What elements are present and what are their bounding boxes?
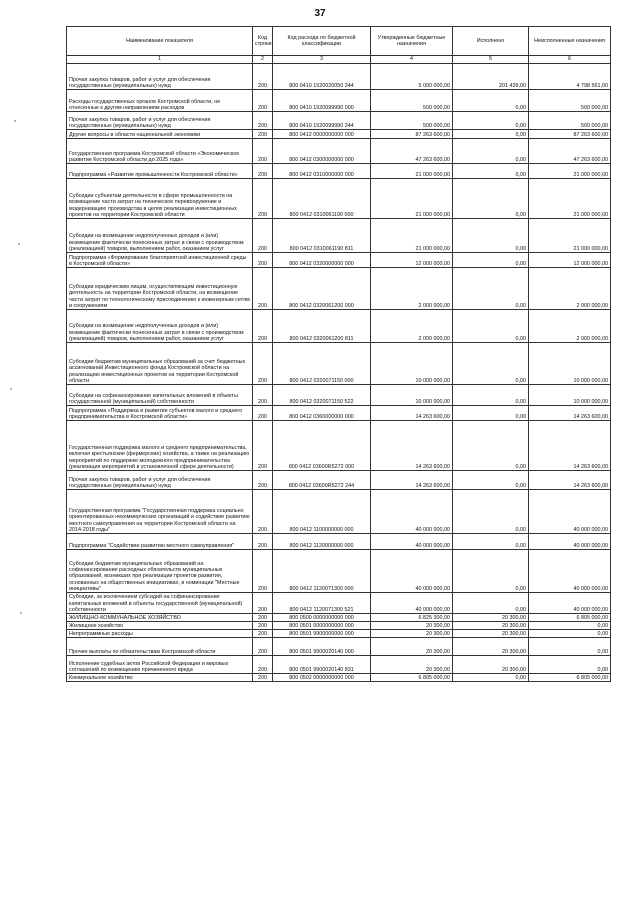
scan-speck xyxy=(14,120,16,122)
row-budget-class-code: 800 0412 1120071300 000 xyxy=(273,550,371,593)
table-row xyxy=(67,656,611,674)
row-name: Субсидии бюджетам муниципальных образований за счет бюджетных ассигнований Инвестиционного фонда Костромской области на реализацию инвестиционных проектов на территории Костромской области xyxy=(67,343,253,385)
row-approved-amount: 6 825 300,00 xyxy=(371,614,453,622)
row-name: Субсидии на софинансирование капитальных вложений в объекты государственной (муниципальной) собственности xyxy=(67,385,253,406)
row-line-code: 200 xyxy=(253,471,273,490)
row-remaining-amount: 2 000 000,00 xyxy=(529,310,611,343)
row-line-code: 200 xyxy=(253,614,273,622)
row-name: Подпрограмма «Развитие промышленности Костромской области» xyxy=(67,164,253,179)
row-name: Субсидии юридическим лицам, осуществляющим инвестиционную деятельность на территории Костромской области, на возмещение части затрат по технологическому присоединению к инженерным сетям и сооружениям xyxy=(67,268,253,310)
row-name: ЖИЛИЩНО-КОММУНАЛЬНОЕ ХОЗЯЙСТВО xyxy=(67,614,253,622)
row-approved-amount: 2 000 000,00 xyxy=(371,310,453,343)
row-approved-amount: 10 000 000,00 xyxy=(371,343,453,385)
table-row xyxy=(67,534,611,550)
row-approved-amount: 47 263 600,00 xyxy=(371,139,453,164)
row-budget-class-code: 800 0412 0300000000 000 xyxy=(273,139,371,164)
row-remaining-amount: 14 263 600,00 xyxy=(529,471,611,490)
table-row xyxy=(67,550,611,593)
table-row xyxy=(67,139,611,164)
row-budget-class-code: 800 0412 0320061200 000 xyxy=(273,268,371,310)
row-name: Прочая закупка товаров, работ и услуг для обеспечения государственных (муниципальных) нужд xyxy=(67,471,253,490)
table-row xyxy=(67,268,611,310)
row-approved-amount: 40 000 000,00 xyxy=(371,534,453,550)
row-line-code: 200 xyxy=(253,310,273,343)
row-budget-class-code: 800 0412 1120071300 521 xyxy=(273,593,371,614)
row-remaining-amount: 40 000 000,00 xyxy=(529,550,611,593)
row-remaining-amount: 500 000,00 xyxy=(529,90,611,112)
row-budget-class-code: 800 0412 1100000000 000 xyxy=(273,490,371,534)
row-approved-amount: 21 000 000,00 xyxy=(371,219,453,253)
row-budget-class-code: 800 0412 0320071150 522 xyxy=(273,385,371,406)
row-line-code: 200 xyxy=(253,674,273,682)
table-header-row xyxy=(67,27,611,56)
row-name: Субсидии бюджетам муниципальных образований на софинансирование расходных обязательств муниципальных образований, возникших при реализации проектов развития, основанных на общественных инициативах, в номинации "Местные инициативы" xyxy=(67,550,253,593)
row-executed-amount: 0,00 xyxy=(453,593,529,614)
row-line-code: 200 xyxy=(253,179,273,219)
row-remaining-amount: 2 000 000,00 xyxy=(529,268,611,310)
row-executed-amount: 0,00 xyxy=(453,421,529,471)
row-line-code: 200 xyxy=(253,164,273,179)
row-remaining-amount: 4 798 561,00 xyxy=(529,64,611,90)
row-executed-amount: 20 300,00 xyxy=(453,622,529,630)
row-remaining-amount: 40 000 000,00 xyxy=(529,593,611,614)
row-executed-amount: 20 300,00 xyxy=(453,638,529,656)
row-name: Подпрограмма «Поддержка и развитие субъектов малого и среднего предпринимательства в Костромской области» xyxy=(67,406,253,421)
row-executed-amount: 20 300,00 xyxy=(453,630,529,638)
row-executed-amount: 0,00 xyxy=(453,179,529,219)
row-name: Непрограммные расходы xyxy=(67,630,253,638)
row-line-code: 200 xyxy=(253,219,273,253)
row-line-code: 200 xyxy=(253,139,273,164)
row-budget-class-code: 800 0412 0320061200 811 xyxy=(273,310,371,343)
header-line-code: Код строки xyxy=(253,27,273,56)
table-row xyxy=(67,310,611,343)
row-approved-amount: 40 000 000,00 xyxy=(371,490,453,534)
column-number: 6 xyxy=(529,56,611,64)
row-approved-amount: 21 000 000,00 xyxy=(371,179,453,219)
header-remaining: Неисполненные назначения xyxy=(529,27,611,56)
column-number: 1 xyxy=(67,56,253,64)
column-number: 2 xyxy=(253,56,273,64)
row-approved-amount: 40 000 000,00 xyxy=(371,593,453,614)
row-line-code: 200 xyxy=(253,534,273,550)
row-approved-amount: 6 805 000,00 xyxy=(371,674,453,682)
row-executed-amount: 0,00 xyxy=(453,550,529,593)
row-approved-amount: 87 263 600,00 xyxy=(371,130,453,139)
table-row xyxy=(67,164,611,179)
table-row xyxy=(67,385,611,406)
row-budget-class-code: 800 0410 1920099990 244 xyxy=(273,112,371,130)
table-row xyxy=(67,64,611,90)
row-remaining-amount: 21 000 000,00 xyxy=(529,219,611,253)
table-row xyxy=(67,471,611,490)
row-name: Прочая закупка товаров, работ и услуг для обеспечения государственных (муниципальных) нужд xyxy=(67,64,253,90)
row-remaining-amount: 0,00 xyxy=(529,622,611,630)
scan-speck xyxy=(20,612,22,614)
table-row xyxy=(67,219,611,253)
row-executed-amount: 0,00 xyxy=(453,164,529,179)
row-budget-class-code: 800 0412 0310061190 000 xyxy=(273,179,371,219)
row-remaining-amount: 40 000 000,00 xyxy=(529,490,611,534)
header-approved: Утвержденные бюджетные назначения xyxy=(371,27,453,56)
row-line-code: 200 xyxy=(253,112,273,130)
row-executed-amount: 201 439,00 xyxy=(453,64,529,90)
row-budget-class-code: 800 0501 9900020140 000 xyxy=(273,638,371,656)
header-executed: Исполнено xyxy=(453,27,529,56)
row-remaining-amount: 6 805 000,00 xyxy=(529,674,611,682)
row-budget-class-code: 800 0410 1920020050 244 xyxy=(273,64,371,90)
row-line-code: 200 xyxy=(253,130,273,139)
row-line-code: 200 xyxy=(253,630,273,638)
row-executed-amount: 0,00 xyxy=(453,268,529,310)
page-number: 37 xyxy=(314,8,326,19)
row-remaining-amount: 87 263 600,00 xyxy=(529,130,611,139)
row-budget-class-code: 800 0412 0000000000 000 xyxy=(273,130,371,139)
header-budget-class-code: Код расхода по бюджетной классификации xyxy=(273,27,371,56)
row-approved-amount: 2 000 000,00 xyxy=(371,268,453,310)
row-approved-amount: 12 000 000,00 xyxy=(371,253,453,268)
row-name: Государственная поддержка малого и среднего предпринимательства, включая крестьянские (фермерские) хозяйства, а также на реализацию мероприятий по поддержке молодежного предпринимательства (реализация мероприятий в установленной сфере деятельности) xyxy=(67,421,253,471)
row-executed-amount: 0,00 xyxy=(453,139,529,164)
row-line-code: 200 xyxy=(253,656,273,674)
row-executed-amount: 0,00 xyxy=(453,674,529,682)
row-remaining-amount: 47 263 600,00 xyxy=(529,139,611,164)
row-remaining-amount: 14 263 600,00 xyxy=(529,406,611,421)
row-remaining-amount: 500 000,00 xyxy=(529,112,611,130)
row-budget-class-code: 800 0501 0000000000 000 xyxy=(273,622,371,630)
row-executed-amount: 20 300,00 xyxy=(453,656,529,674)
row-remaining-amount: 12 000 000,00 xyxy=(529,253,611,268)
row-name: Коммунальное хозяйство xyxy=(67,674,253,682)
row-line-code: 200 xyxy=(253,550,273,593)
table-row xyxy=(67,614,611,622)
row-name: Прочие выплаты по обязательствам Костромской области xyxy=(67,638,253,656)
row-name: Жилищное хозяйство xyxy=(67,622,253,630)
row-executed-amount: 0,00 xyxy=(453,385,529,406)
row-approved-amount: 500 000,00 xyxy=(371,112,453,130)
row-executed-amount: 0,00 xyxy=(453,406,529,421)
row-approved-amount: 10 000 000,00 xyxy=(371,385,453,406)
table-row xyxy=(67,638,611,656)
column-number: 4 xyxy=(371,56,453,64)
row-approved-amount: 14 263 600,00 xyxy=(371,406,453,421)
row-remaining-amount: 21 000 000,00 xyxy=(529,164,611,179)
row-executed-amount: 20 300,00 xyxy=(453,614,529,622)
row-line-code: 200 xyxy=(253,638,273,656)
row-name: Исполнение судебных актов Российской Федерации и мировых соглашений по возмещению причиненного вреда xyxy=(67,656,253,674)
row-remaining-amount: 0,00 xyxy=(529,638,611,656)
row-line-code: 200 xyxy=(253,406,273,421)
row-remaining-amount: 10 000 000,00 xyxy=(529,385,611,406)
row-budget-class-code: 800 0412 03600R5272 000 xyxy=(273,421,371,471)
row-executed-amount: 0,00 xyxy=(453,253,529,268)
row-name: Субсидии, за исключением субсидий на софинансирование капитальных вложений в объекты государственной (муниципальной) собственности xyxy=(67,593,253,614)
row-budget-class-code: 800 0410 1920099990 000 xyxy=(273,90,371,112)
row-remaining-amount: 0,00 xyxy=(529,630,611,638)
row-name: Государственная программа "Государственная поддержка социально ориентированных некоммерческих организаций и содействие развитию местного самоуправления на территории Костромской области на 2014-2018 годы" xyxy=(67,490,253,534)
row-budget-class-code: 800 0412 0310000000 000 xyxy=(273,164,371,179)
table-row xyxy=(67,490,611,534)
row-executed-amount: 0,00 xyxy=(453,343,529,385)
table-row xyxy=(67,343,611,385)
row-budget-class-code: 800 0500 0000000000 000 xyxy=(273,614,371,622)
row-budget-class-code: 800 0412 0360000000 000 xyxy=(273,406,371,421)
row-budget-class-code: 800 0412 03600R5272 244 xyxy=(273,471,371,490)
table-row xyxy=(67,112,611,130)
header-indicator-name: Наименование показателя xyxy=(67,27,253,56)
row-executed-amount: 0,00 xyxy=(453,130,529,139)
row-line-code: 200 xyxy=(253,268,273,310)
row-budget-class-code: 800 0502 0000000000 000 xyxy=(273,674,371,682)
table-row xyxy=(67,406,611,421)
row-approved-amount: 20 300,00 xyxy=(371,622,453,630)
table-row xyxy=(67,130,611,139)
row-budget-class-code: 800 0501 9900020140 831 xyxy=(273,656,371,674)
table-row xyxy=(67,90,611,112)
row-remaining-amount: 6 805 000,00 xyxy=(529,614,611,622)
row-budget-class-code: 800 0412 1120000000 000 xyxy=(273,534,371,550)
row-name: Субсидии субъектам деятельности в сфере промышленности на возмещение части затрат на техническое перевооружение и модернизацию производства в целях реализации инвестиционных проектов на территории Костромской области xyxy=(67,179,253,219)
row-budget-class-code: 800 0412 0320000000 000 xyxy=(273,253,371,268)
column-number-row xyxy=(67,56,611,64)
row-name: Субсидии на возмещение недополученных доходов и (или) возмещение фактически понесенных затрат в связи с производством (реализацией) товаров, выполнением работ, оказанием услуг xyxy=(67,219,253,253)
row-remaining-amount: 0,00 xyxy=(529,656,611,674)
row-executed-amount: 0,00 xyxy=(453,112,529,130)
budget-execution-table xyxy=(66,26,611,682)
table-row xyxy=(67,630,611,638)
row-name: Прочая закупка товаров, работ и услуг для обеспечения государственных (муниципальных) нужд xyxy=(67,112,253,130)
row-approved-amount: 20 300,00 xyxy=(371,638,453,656)
row-remaining-amount: 14 263 600,00 xyxy=(529,421,611,471)
table-row xyxy=(67,622,611,630)
row-line-code: 200 xyxy=(253,343,273,385)
row-executed-amount: 0,00 xyxy=(453,471,529,490)
row-line-code: 200 xyxy=(253,490,273,534)
row-name: Государственная программа Костромской области «Экономическое развитие Костромской области до 2025 года» xyxy=(67,139,253,164)
row-name: Другие вопросы в области национальной экономики xyxy=(67,130,253,139)
row-approved-amount: 40 000 000,00 xyxy=(371,550,453,593)
row-budget-class-code: 800 0412 0320071150 000 xyxy=(273,343,371,385)
row-name: Субсидии на возмещение недополученных доходов и (или) возмещение фактически понесенных затрат в связи с производством (реализацией) товаров, выполнением работ, оказанием услуг xyxy=(67,310,253,343)
row-name: Подпрограмма "Содействие развитию местного самоуправления" xyxy=(67,534,253,550)
row-approved-amount: 21 000 000,00 xyxy=(371,164,453,179)
scan-speck xyxy=(18,243,20,245)
row-line-code: 200 xyxy=(253,90,273,112)
table-row xyxy=(67,253,611,268)
row-line-code: 200 xyxy=(253,385,273,406)
scan-speck xyxy=(10,388,12,390)
row-name: Подпрограмма «Формирование благоприятной инвестиционной среды в Костромской области» xyxy=(67,253,253,268)
row-remaining-amount: 21 000 000,00 xyxy=(529,179,611,219)
row-line-code: 200 xyxy=(253,421,273,471)
table-row xyxy=(67,421,611,471)
row-executed-amount: 0,00 xyxy=(453,90,529,112)
row-approved-amount: 14 263 600,00 xyxy=(371,471,453,490)
row-name: Расходы государственных органов Костромской области, не отнесенные к другим направлениям расходов xyxy=(67,90,253,112)
row-remaining-amount: 10 000 000,00 xyxy=(529,343,611,385)
column-number: 3 xyxy=(273,56,371,64)
row-budget-class-code: 800 0412 0310061190 811 xyxy=(273,219,371,253)
row-executed-amount: 0,00 xyxy=(453,534,529,550)
row-line-code: 200 xyxy=(253,64,273,90)
row-remaining-amount: 40 000 000,00 xyxy=(529,534,611,550)
table-row xyxy=(67,593,611,614)
row-executed-amount: 0,00 xyxy=(453,219,529,253)
table-row xyxy=(67,674,611,682)
row-line-code: 200 xyxy=(253,253,273,268)
row-executed-amount: 0,00 xyxy=(453,310,529,343)
row-approved-amount: 20 300,00 xyxy=(371,630,453,638)
row-approved-amount: 500 000,00 xyxy=(371,90,453,112)
row-line-code: 200 xyxy=(253,622,273,630)
table-body xyxy=(67,64,611,682)
column-number: 5 xyxy=(453,56,529,64)
row-approved-amount: 5 000 000,00 xyxy=(371,64,453,90)
row-approved-amount: 20 300,00 xyxy=(371,656,453,674)
row-executed-amount: 0,00 xyxy=(453,490,529,534)
table-row xyxy=(67,179,611,219)
row-budget-class-code: 800 0501 9900000000 000 xyxy=(273,630,371,638)
row-approved-amount: 14 263 600,00 xyxy=(371,421,453,471)
row-line-code: 200 xyxy=(253,593,273,614)
